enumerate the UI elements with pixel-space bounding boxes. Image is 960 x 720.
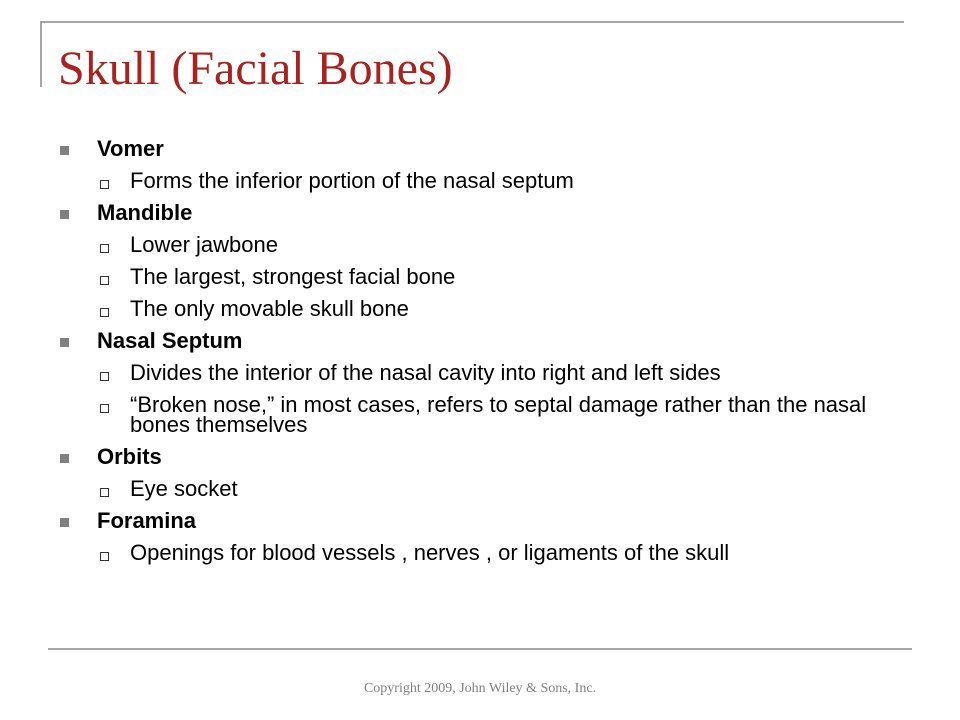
section-heading: Orbits: [97, 444, 162, 469]
sub-list-item: [60, 476, 890, 502]
sub-list-item: [60, 296, 890, 322]
square-bullet-icon: [60, 210, 69, 219]
section-heading: Nasal Septum: [97, 328, 243, 353]
section-heading: Vomer: [97, 136, 164, 161]
sub-item-text: Lower jawbone: [130, 232, 278, 257]
bullet-list: [60, 136, 890, 572]
slide-title: Skull (Facial Bones): [58, 42, 453, 95]
copyright-footer: Copyright 2009, John Wiley & Sons, Inc.: [363, 681, 597, 696]
hollow-square-bullet-icon: [100, 308, 109, 317]
hollow-square-bullet-icon: [100, 180, 109, 189]
sub-list-item: [60, 360, 890, 386]
square-bullet-icon: [60, 454, 69, 463]
sub-list-item: [60, 232, 890, 258]
sub-list-item: [60, 540, 890, 566]
hollow-square-bullet-icon: [100, 244, 109, 253]
list-item-nasal-septum: [60, 328, 890, 354]
list-item-mandible: [60, 200, 890, 226]
sub-list-item: [60, 264, 890, 290]
bottom-rule-line: [48, 648, 912, 650]
square-bullet-icon: [60, 518, 69, 527]
hollow-square-bullet-icon: [100, 488, 109, 497]
square-bullet-icon: [60, 146, 69, 155]
sub-item-text: The only movable skull bone: [130, 296, 409, 321]
section-heading: Foramina: [97, 508, 197, 533]
sub-item-text: “Broken nose,” in most cases, refers to septal damage rather than the nasal bones themselves: [130, 392, 867, 437]
list-item-vomer: [60, 136, 890, 162]
sub-item-text: Eye socket: [130, 476, 238, 501]
hollow-square-bullet-icon: [100, 552, 109, 561]
hollow-square-bullet-icon: [100, 372, 109, 381]
sub-list-item: [60, 168, 890, 194]
sub-list-item: [60, 392, 890, 438]
section-heading: Mandible: [97, 200, 193, 225]
sub-item-text: Divides the interior of the nasal cavity into right and left sides: [130, 360, 721, 385]
sub-item-text: Forms the inferior portion of the nasal septum: [130, 168, 574, 193]
hollow-square-bullet-icon: [100, 404, 109, 413]
top-rule-line: [40, 21, 904, 23]
sub-item-text: The largest, strongest facial bone: [130, 264, 456, 289]
left-rule-line: [40, 21, 42, 87]
list-item-foramina: [60, 508, 890, 534]
hollow-square-bullet-icon: [100, 276, 109, 285]
sub-item-text: Openings for blood vessels , nerves , or ligaments of the skull: [130, 540, 730, 565]
square-bullet-icon: [60, 338, 69, 347]
list-item-orbits: [60, 444, 890, 470]
